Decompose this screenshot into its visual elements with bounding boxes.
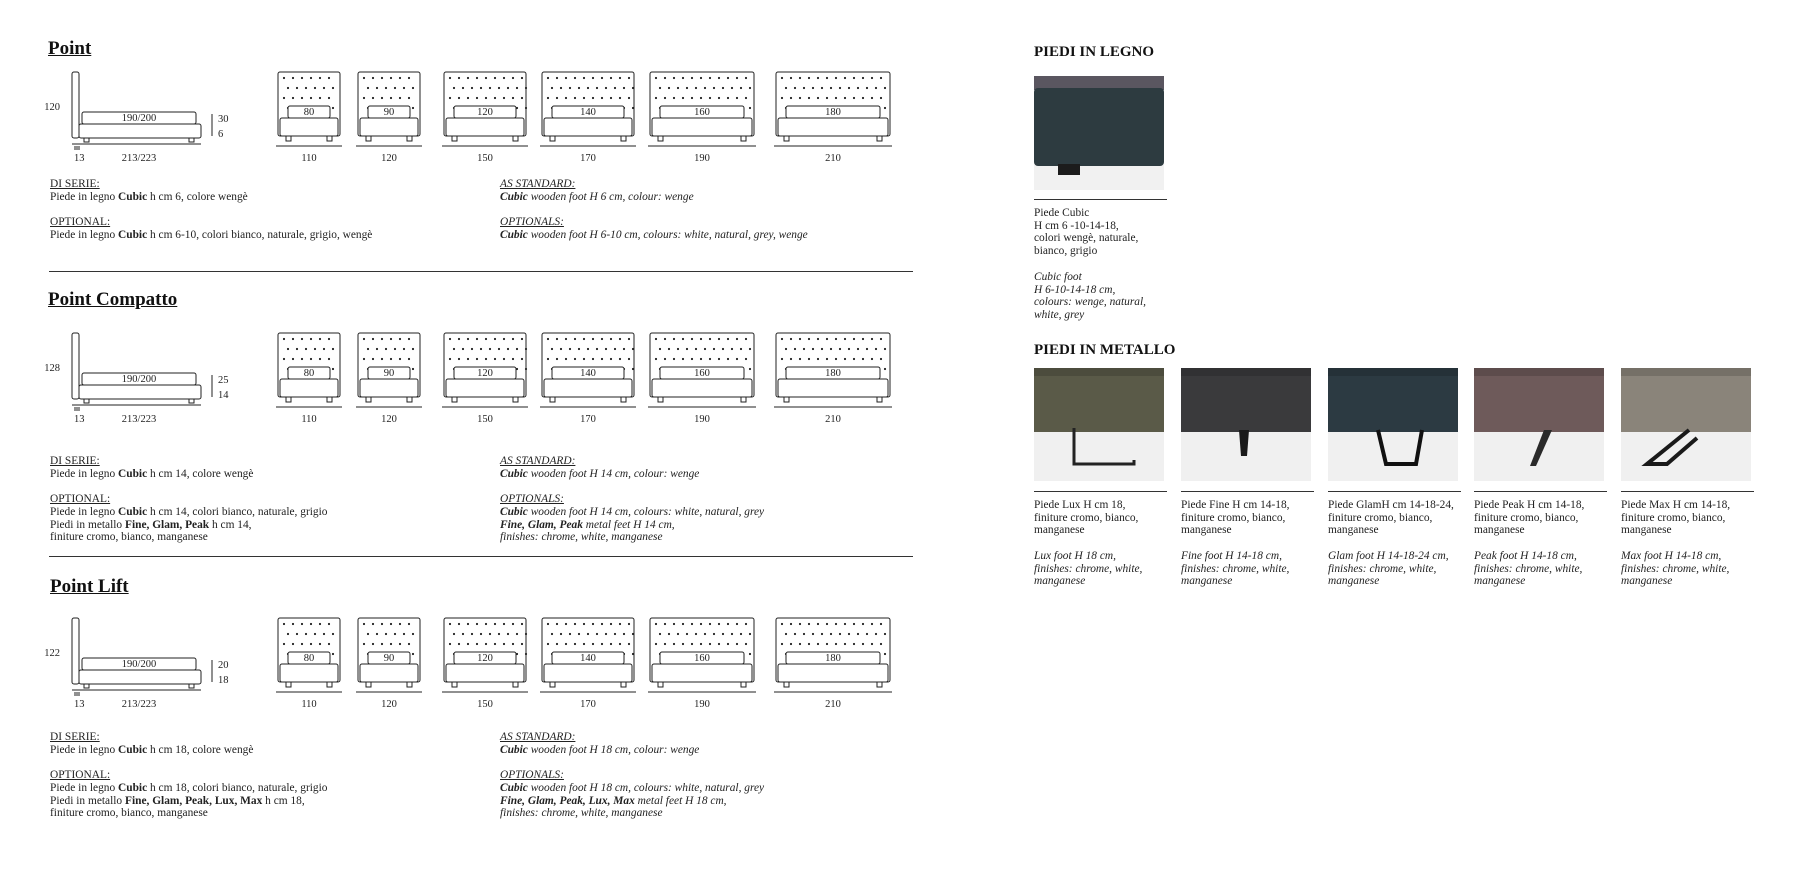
caption-line: Piede GlamH cm 14-18-24, [1328, 499, 1454, 511]
it-optional-line: Piede in legno Cubic h cm 18, colori bianco, naturale, grigio [50, 782, 328, 794]
metal-caption-it [1328, 499, 1454, 537]
caption-line: finiture cromo, bianco, [1621, 511, 1726, 524]
en-standard-label: AS STANDARD: [500, 455, 576, 467]
total-width-label: 110 [301, 699, 317, 710]
fabric-body [1034, 88, 1164, 166]
fabric-body [1621, 368, 1751, 432]
metal-foot-photo [1621, 368, 1751, 481]
mattress-width-label: 90 [383, 368, 395, 379]
caption-rule [1034, 491, 1167, 492]
bed-diagram-point [44, 70, 914, 170]
it-optional-lines [50, 782, 327, 820]
metal-foot-photo [1474, 368, 1604, 481]
total-width-label: 190 [694, 414, 710, 425]
fine-foot-shape [1239, 430, 1249, 456]
en-standard-label: AS STANDARD: [500, 178, 576, 190]
en-optionals-label: OPTIONALS: [500, 769, 564, 781]
section-title-point: Point [48, 38, 92, 59]
mattress-width-label: 160 [694, 368, 710, 379]
metal-foot-photo [1181, 368, 1311, 481]
caption-rule [1034, 199, 1167, 200]
mattress-width-label: 140 [580, 653, 596, 664]
en-optional-line: Cubic wooden foot H 18 cm, colours: white, natural, grey [500, 782, 765, 794]
mattress-width-label: 180 [825, 368, 841, 379]
caption-line: finiture cromo, bianco, [1181, 511, 1286, 524]
right-dim-lower: 18 [218, 675, 229, 686]
caption-line: finishes: chrome, white, [1621, 562, 1730, 575]
en-optional-line: finishes: chrome, white, manganese [500, 531, 663, 543]
it-serie-label: DI SERIE: [50, 455, 100, 467]
heading-piedi-in-metallo: PIEDI IN METALLO [1034, 342, 1176, 358]
caption-line: Cubic foot [1034, 271, 1082, 283]
en-standard-text: Cubic wooden foot H 14 cm, colour: wenge [500, 468, 700, 480]
bed-front-view [774, 72, 892, 164]
divider [49, 556, 913, 557]
cubic-foot-shape [1058, 164, 1080, 175]
caption-line: H 6-10-14-18 cm, [1034, 283, 1116, 296]
it-optional-lines [50, 506, 327, 544]
it-optional-line: finiture cromo, bianco, manganese [50, 807, 208, 819]
bed-front-view [442, 333, 528, 425]
bed-front-view [540, 618, 636, 710]
it-optional-label: OPTIONAL: [50, 216, 111, 228]
metal-caption-en [1621, 550, 1729, 588]
caption-line: manganese [1474, 524, 1525, 536]
fabric-body [1181, 368, 1311, 432]
length-label: 213/223 [121, 153, 157, 164]
it-optional-lines [50, 229, 372, 242]
en-standard-text: Cubic wooden foot H 6 cm, colour: wenge [500, 191, 694, 203]
bed-front-view [356, 618, 422, 710]
caption-line: finiture cromo, bianco, [1474, 511, 1579, 524]
en-optionals-label: OPTIONALS: [500, 216, 564, 228]
caption-line: manganese [1181, 524, 1232, 536]
length-label: 213/223 [121, 699, 157, 710]
caption-line: manganese [1621, 524, 1672, 536]
en-optional-line: Cubic wooden foot H 14 cm, colours: white, natural, grey [500, 506, 765, 518]
foot-side [84, 399, 89, 403]
total-width-label: 170 [580, 414, 596, 425]
mattress-width-label: 80 [303, 107, 315, 118]
caption-line: Piede Max H cm 14-18, [1621, 499, 1731, 511]
bed-front-view [276, 618, 342, 710]
metal-caption-it [1474, 499, 1584, 537]
total-width-label: 210 [825, 153, 841, 164]
bed-diagram-point-compatto [44, 331, 914, 431]
total-width-label: 110 [301, 153, 317, 164]
mattress-width-label: 80 [303, 653, 315, 664]
cubic-foot-photo [1034, 76, 1164, 190]
foot-side [84, 138, 89, 142]
max-foot-shape [1647, 430, 1697, 464]
side-height-label: 120 [44, 102, 60, 113]
total-width-label: 170 [580, 153, 596, 164]
caption-line: bianco, grigio [1034, 244, 1098, 257]
mattress-width-label: 90 [383, 653, 395, 664]
caption-line: manganese [1181, 575, 1233, 587]
caption-line: manganese [1621, 575, 1673, 587]
side-height-label: 122 [44, 648, 60, 659]
base-side [79, 124, 201, 138]
mattress-width-label: 120 [477, 653, 493, 664]
caption-line: finishes: chrome, white, [1181, 562, 1290, 575]
caption-line: Piede Peak H cm 14-18, [1474, 499, 1585, 511]
mattress-width-label: 160 [694, 653, 710, 664]
caption-line: H cm 6 -10-14-18, [1034, 219, 1119, 232]
en-optionals-lines [500, 782, 764, 820]
it-serie-label: DI SERIE: [50, 178, 100, 190]
caption-line: Piede Lux H cm 18, [1034, 499, 1126, 511]
bed-front-view [356, 72, 422, 164]
mattress-width-label: 180 [825, 653, 841, 664]
headboard-side [72, 72, 79, 138]
mattress-width-label: 90 [383, 107, 395, 118]
mattress-width-label: 140 [580, 368, 596, 379]
mattress-width-label: 80 [303, 368, 315, 379]
it-optional-line: Piedi in metallo Fine, Glam, Peak, Lux, Max h cm 18, [50, 794, 305, 807]
caption-line: Fine foot H 14-18 cm, [1181, 550, 1282, 562]
foot-side [189, 684, 194, 688]
mattress-width-label: 160 [694, 107, 710, 118]
caption-line: finishes: chrome, white, [1474, 562, 1583, 575]
mattress-label: 190/200 [121, 659, 157, 670]
caption-line: finiture cromo, bianco, [1328, 511, 1433, 524]
total-width-label: 150 [477, 414, 493, 425]
bed-front-view [648, 618, 756, 710]
total-width-label: 120 [381, 153, 397, 164]
total-width-label: 150 [477, 699, 493, 710]
en-optionals-lines [500, 229, 808, 242]
bed-front-view [774, 618, 892, 710]
en-optional-line: Fine, Glam, Peak, Lux, Max metal feet H 18 cm, [500, 794, 727, 807]
heading-piedi-in-legno: PIEDI IN LEGNO [1034, 44, 1155, 60]
bed-front-view [774, 333, 892, 425]
total-width-label: 190 [694, 699, 710, 710]
bed-front-view [442, 72, 528, 164]
right-dim-upper: 30 [218, 114, 229, 125]
right-dim-upper: 25 [218, 375, 229, 386]
it-optional-line: finiture cromo, bianco, manganese [50, 531, 208, 543]
caption-line: manganese [1034, 524, 1085, 536]
en-standard-text: Cubic wooden foot H 18 cm, colour: wenge [500, 744, 700, 756]
bed-front-view [442, 618, 528, 710]
base-side [79, 670, 201, 684]
lux-foot-shape [1074, 428, 1134, 464]
caption-line: white, grey [1034, 308, 1085, 321]
headboard-side [72, 333, 79, 399]
total-width-label: 150 [477, 153, 493, 164]
fabric-top [1034, 76, 1164, 90]
fabric-body [1034, 368, 1164, 432]
total-width-label: 110 [301, 414, 317, 425]
glam-foot-shape [1378, 430, 1422, 464]
it-serie-text: Piede in legno Cubic h cm 6, colore wengè [50, 191, 248, 203]
right-dim-lower: 14 [218, 390, 229, 401]
bed-front-view [540, 333, 636, 425]
metal-foot-photo [1328, 368, 1458, 481]
caption-rule [1328, 491, 1461, 492]
foot-label: 13 [74, 414, 85, 425]
foot-side [189, 138, 194, 142]
foot-side [189, 399, 194, 403]
cubic-caption-it [1034, 207, 1138, 257]
it-optional-line: Piede in legno Cubic h cm 6-10, colori bianco, naturale, grigio, wengè [50, 229, 373, 241]
mattress-width-label: 120 [477, 368, 493, 379]
length-label: 213/223 [121, 414, 157, 425]
it-serie-text: Piede in legno Cubic h cm 14, colore wengè [50, 468, 254, 480]
divider [49, 271, 913, 272]
total-width-label: 120 [381, 699, 397, 710]
foot-label: 13 [74, 699, 85, 710]
caption-line: Piede Cubic [1034, 207, 1090, 219]
fabric-body [1328, 368, 1458, 432]
en-optional-line: Cubic wooden foot H 6-10 cm, colours: white, natural, grey, wenge [500, 229, 808, 241]
it-optional-line: Piedi in metallo Fine, Glam, Peak h cm 14, [50, 518, 252, 531]
total-width-label: 120 [381, 414, 397, 425]
total-width-label: 170 [580, 699, 596, 710]
metal-caption-en [1328, 550, 1449, 588]
caption-line: Lux foot H 18 cm, [1034, 550, 1116, 562]
caption-line: finiture cromo, bianco, [1034, 511, 1139, 524]
mattress-label: 190/200 [121, 113, 157, 124]
total-width-label: 210 [825, 699, 841, 710]
caption-line: finishes: chrome, white, [1034, 562, 1143, 575]
caption-rule [1181, 491, 1314, 492]
caption-line: Max foot H 14-18 cm, [1621, 550, 1722, 562]
cubic-caption-en [1034, 271, 1146, 321]
bed-front-view [540, 72, 636, 164]
mattress-width-label: 120 [477, 107, 493, 118]
it-serie-text: Piede in legno Cubic h cm 18, colore wengè [50, 744, 254, 756]
total-width-label: 210 [825, 414, 841, 425]
caption-line: manganese [1328, 575, 1380, 587]
caption-line: colori wengè, naturale, [1034, 232, 1139, 244]
caption-line: manganese [1034, 575, 1086, 587]
it-serie-label: DI SERIE: [50, 731, 100, 743]
caption-line: colours: wenge, natural, [1034, 296, 1146, 308]
metal-caption-it [1034, 499, 1138, 537]
metal-foot-photo [1034, 368, 1164, 481]
bed-front-view [648, 333, 756, 425]
caption-line: Piede Fine H cm 14-18, [1181, 499, 1290, 511]
caption-line: Glam foot H 14-18-24 cm, [1328, 550, 1449, 562]
en-standard-label: AS STANDARD: [500, 731, 576, 743]
metal-caption-it [1621, 499, 1730, 537]
caption-line: finishes: chrome, white, [1328, 562, 1437, 575]
bed-front-view [276, 72, 342, 164]
mattress-width-label: 180 [825, 107, 841, 118]
mattress-width-label: 140 [580, 107, 596, 118]
headboard-side [72, 618, 79, 684]
right-dim-upper: 20 [218, 660, 229, 671]
bed-diagram-point-lift [44, 616, 914, 716]
it-optional-label: OPTIONAL: [50, 493, 111, 505]
side-height-label: 128 [44, 363, 60, 374]
section-title-point-compatto: Point Compatto [48, 289, 178, 310]
metal-caption-en [1474, 550, 1582, 588]
it-optional-line: Piede in legno Cubic h cm 14, colori bianco, naturale, grigio [50, 506, 328, 518]
metal-caption-en [1181, 550, 1289, 588]
caption-rule [1621, 491, 1754, 492]
metal-caption-en [1034, 550, 1142, 588]
caption-line: manganese [1474, 575, 1526, 587]
peak-foot-shape [1530, 430, 1552, 466]
fabric-body [1474, 368, 1604, 432]
bed-front-view [648, 72, 756, 164]
caption-line: manganese [1328, 524, 1379, 536]
en-optionals-label: OPTIONALS: [500, 493, 564, 505]
caption-line: Peak foot H 14-18 cm, [1474, 550, 1577, 562]
base-side [79, 385, 201, 399]
section-title-point-lift: Point Lift [50, 576, 129, 597]
mattress-label: 190/200 [121, 374, 157, 385]
foot-label: 13 [74, 153, 85, 164]
foot-side [84, 684, 89, 688]
total-width-label: 190 [694, 153, 710, 164]
en-optional-line: finishes: chrome, white, manganese [500, 807, 663, 819]
bed-front-view [276, 333, 342, 425]
it-optional-label: OPTIONAL: [50, 769, 111, 781]
bed-front-view [356, 333, 422, 425]
right-dim-lower: 6 [218, 129, 224, 140]
metal-caption-it [1181, 499, 1290, 537]
caption-rule [1474, 491, 1607, 492]
en-optional-line: Fine, Glam, Peak metal feet H 14 cm, [500, 518, 675, 531]
en-optionals-lines [500, 506, 764, 544]
